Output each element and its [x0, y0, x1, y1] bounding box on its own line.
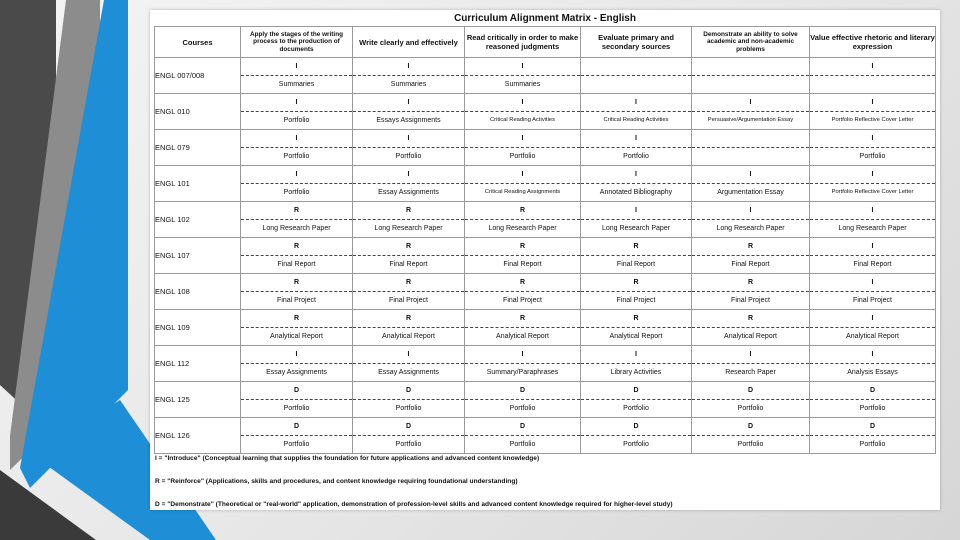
matrix-cell: [465, 94, 581, 130]
alignment-level: I: [692, 166, 809, 184]
alignment-level: I: [810, 130, 935, 148]
assessment-label: Summaries: [278, 81, 315, 88]
alignment-level: I: [465, 58, 580, 76]
matrix-cell: [581, 202, 692, 238]
assessment-label: Portfolio: [283, 441, 310, 448]
assessment-label: Long Research Paper: [488, 225, 557, 232]
alignment-level: R: [353, 202, 464, 220]
alignment-level: [692, 58, 809, 76]
course-code: ENGL 102: [155, 202, 241, 238]
alignment-level: I: [465, 130, 580, 148]
course-code: ENGL 107: [155, 238, 241, 274]
alignment-level: R: [241, 238, 352, 256]
assessment-label: Long Research Paper: [716, 225, 785, 232]
matrix-cell: [353, 418, 465, 454]
matrix-cell: [692, 94, 810, 130]
course-code: ENGL 112: [155, 346, 241, 382]
alignment-level: I: [353, 58, 464, 76]
alignment-level: D: [810, 382, 935, 400]
assessment-label: Annotated Bibliography: [599, 189, 673, 196]
assessment-label: Portfolio: [737, 441, 764, 448]
alignment-level: I: [241, 346, 352, 364]
course-code: ENGL 007/008: [155, 58, 241, 94]
assessment-label: Portfolio: [283, 153, 310, 160]
alignment-level: I: [465, 346, 580, 364]
assessment-label: Portfolio Reflective Cover Letter: [831, 117, 914, 123]
alignment-level: I: [353, 130, 464, 148]
alignment-level: R: [581, 238, 691, 256]
matrix-cell: [810, 346, 936, 382]
alignment-matrix: [154, 26, 936, 454]
alignment-level: I: [810, 346, 935, 364]
assessment-label: Essay Assignments: [378, 189, 439, 196]
matrix-cell: [692, 310, 810, 346]
assessment-label: [692, 76, 809, 93]
matrix-cell: [581, 382, 692, 418]
legend-demonstrate: D = "Demonstrate" (Theoretical or "real-world" application, demonstration of profession-level skills and advanced content knowledge required for higher-level study): [155, 501, 673, 508]
assessment-label: Analysis Essays: [847, 369, 898, 376]
assessment-label: Long Research Paper: [262, 225, 331, 232]
course-row: [155, 238, 936, 274]
matrix-cell: [353, 202, 465, 238]
matrix-cell: [465, 130, 581, 166]
assessment-label: Portfolio: [737, 405, 764, 412]
alignment-level: I: [353, 94, 464, 112]
alignment-level: I: [810, 58, 935, 76]
alignment-level: R: [692, 310, 809, 328]
matrix-cell: [692, 382, 810, 418]
alignment-level: D: [241, 418, 352, 436]
alignment-level: I: [581, 202, 691, 220]
matrix-cell: [581, 238, 692, 274]
alignment-level: I: [581, 130, 691, 148]
assessment-label: Analytical Report: [846, 333, 899, 340]
alignment-level: I: [581, 94, 691, 112]
assessment-label: Essay Assignments: [266, 369, 327, 376]
document-title: Curriculum Alignment Matrix - English: [454, 13, 636, 24]
matrix-cell: [465, 238, 581, 274]
matrix-cell: [692, 166, 810, 202]
assessment-label: Portfolio: [623, 441, 649, 448]
course-code: ENGL 010: [155, 94, 241, 130]
alignment-level: I: [241, 58, 352, 76]
matrix-cell: [810, 382, 936, 418]
alignment-level: I: [241, 94, 352, 112]
matrix-cell: [465, 346, 581, 382]
alignment-level: R: [692, 238, 809, 256]
matrix-cell: [581, 310, 692, 346]
alignment-level: D: [692, 418, 809, 436]
assessment-label: Analytical Report: [270, 333, 323, 340]
alignment-level: R: [465, 310, 580, 328]
course-row: [155, 166, 936, 202]
alignment-level: I: [241, 166, 352, 184]
assessment-label: Portfolio: [283, 405, 310, 412]
alignment-level: D: [465, 418, 580, 436]
assessment-label: Portfolio: [395, 153, 422, 160]
alignment-level: I: [810, 274, 935, 292]
courses-header: Courses: [155, 27, 241, 58]
assessment-label: Summaries: [504, 81, 541, 88]
matrix-cell: [810, 58, 936, 94]
assessment-label: Portfolio: [623, 405, 649, 412]
alignment-level: I: [810, 202, 935, 220]
assessment-label: Analytical Report: [724, 333, 777, 340]
matrix-cell: [810, 94, 936, 130]
matrix-cell: [581, 130, 692, 166]
matrix-cell: [241, 346, 353, 382]
alignment-level: R: [241, 310, 352, 328]
curriculum-document: [150, 10, 940, 510]
alignment-level: R: [465, 202, 580, 220]
matrix-cell: [241, 274, 353, 310]
alignment-level: D: [465, 382, 580, 400]
alignment-level: I: [241, 130, 352, 148]
alignment-level: I: [810, 94, 935, 112]
matrix-cell: [465, 310, 581, 346]
course-code: ENGL 079: [155, 130, 241, 166]
assessment-label: Portfolio Reflective Cover Letter: [831, 189, 914, 195]
assessment-label: Portfolio: [283, 189, 310, 196]
alignment-level: [692, 130, 809, 148]
assessment-label: Analytical Report: [382, 333, 435, 340]
assessment-label: Final Project: [731, 297, 770, 304]
course-code: ENGL 125: [155, 382, 241, 418]
assessment-label: Final Report: [389, 261, 428, 268]
matrix-cell: [692, 202, 810, 238]
matrix-cell: [465, 58, 581, 94]
matrix-cell: [241, 418, 353, 454]
matrix-cell: [692, 238, 810, 274]
course-code: ENGL 101: [155, 166, 241, 202]
matrix-cell: [581, 274, 692, 310]
matrix-cell: [465, 166, 581, 202]
matrix-cell: [465, 382, 581, 418]
assessment-label: Critical Reading Activities: [603, 117, 669, 123]
outcome-header: Apply the stages of the writing process to the production of documents: [241, 27, 353, 58]
matrix-cell: [353, 130, 465, 166]
matrix-cell: [810, 166, 936, 202]
alignment-level: I: [692, 202, 809, 220]
alignment-level: I: [353, 346, 464, 364]
outcome-header: Value effective rhetoric and literary expression: [810, 27, 936, 58]
assessment-label: Essays Assignments: [376, 117, 441, 124]
matrix-cell: [241, 310, 353, 346]
alignment-level: I: [692, 346, 809, 364]
assessment-label: Persuasive/Argumentation Essay: [707, 117, 794, 123]
course-code: ENGL 108: [155, 274, 241, 310]
assessment-label: [810, 76, 935, 93]
assessment-label: Analytical Report: [496, 333, 549, 340]
assessment-label: Portfolio: [395, 441, 422, 448]
assessment-label: Final Project: [503, 297, 542, 304]
alignment-level: I: [465, 166, 580, 184]
assessment-label: Final Project: [277, 297, 316, 304]
alignment-level: I: [581, 346, 691, 364]
outcome-header: Evaluate primary and secondary sources: [581, 27, 692, 58]
assessment-label: Research Paper: [725, 369, 776, 376]
alignment-level: R: [353, 238, 464, 256]
matrix-cell: [241, 238, 353, 274]
matrix-cell: [465, 418, 581, 454]
course-row: [155, 58, 936, 94]
alignment-level: R: [465, 238, 580, 256]
course-code: ENGL 109: [155, 310, 241, 346]
assessment-label: Library Activities: [610, 369, 662, 376]
assessment-label: Final Project: [853, 297, 892, 304]
assessment-label: Portfolio: [623, 153, 649, 160]
matrix-cell: [353, 94, 465, 130]
alignment-level: D: [353, 382, 464, 400]
course-row: [155, 346, 936, 382]
course-row: [155, 94, 936, 130]
alignment-level: D: [581, 382, 691, 400]
assessment-label: Essay Assignments: [378, 369, 439, 376]
alignment-level: D: [581, 418, 691, 436]
matrix-cell: [810, 418, 936, 454]
outcome-header: Demonstrate an ability to solve academic and non-academic problems: [692, 27, 810, 58]
matrix-cell: [241, 130, 353, 166]
assessment-label: Portfolio: [509, 153, 536, 160]
matrix-cell: [810, 274, 936, 310]
assessment-label: Final Report: [616, 261, 656, 268]
matrix-cell: [353, 346, 465, 382]
assessment-label: Portfolio: [509, 441, 536, 448]
alignment-level: R: [465, 274, 580, 292]
assessment-label: Final Report: [277, 261, 316, 268]
alignment-level: R: [353, 274, 464, 292]
course-code: ENGL 126: [155, 418, 241, 454]
legend-reinforce: R = "Reinforce" (Applications, skills and procedures, and content knowledge requiring foundational understanding): [155, 478, 518, 485]
matrix-cell: [353, 238, 465, 274]
alignment-level: R: [353, 310, 464, 328]
matrix-cell: [241, 94, 353, 130]
matrix-body: [155, 58, 936, 454]
course-row: [155, 418, 936, 454]
matrix-cell: [465, 202, 581, 238]
matrix-cell: [241, 58, 353, 94]
assessment-label: Portfolio: [859, 405, 886, 412]
assessment-label: Long Research Paper: [601, 225, 671, 232]
course-row: [155, 382, 936, 418]
assessment-label: Summary/Paraphrases: [486, 369, 559, 376]
matrix-cell: [353, 310, 465, 346]
assessment-label: Long Research Paper: [838, 225, 907, 232]
alignment-level: R: [581, 310, 691, 328]
course-row: [155, 202, 936, 238]
assessment-label: Critical Reading Activities: [489, 117, 556, 123]
matrix-cell: [353, 382, 465, 418]
matrix-cell: [241, 202, 353, 238]
course-row: [155, 130, 936, 166]
matrix-cell: [692, 58, 810, 94]
alignment-level: I: [810, 238, 935, 256]
alignment-level: D: [810, 418, 935, 436]
assessment-label: [581, 76, 691, 93]
legend: [155, 452, 935, 510]
matrix-cell: [692, 274, 810, 310]
matrix-cell: [581, 94, 692, 130]
matrix-cell: [692, 130, 810, 166]
assessment-label: Final Report: [503, 261, 542, 268]
matrix-cell: [353, 58, 465, 94]
assessment-label: Critical Reading Assignments: [484, 189, 561, 195]
assessment-label: Portfolio: [283, 117, 310, 124]
alignment-level: R: [581, 274, 691, 292]
alignment-level: R: [241, 202, 352, 220]
matrix-cell: [581, 166, 692, 202]
matrix-cell: [810, 130, 936, 166]
course-row: [155, 310, 936, 346]
alignment-level: [581, 58, 691, 76]
matrix-cell: [241, 166, 353, 202]
matrix-cell: [465, 274, 581, 310]
matrix-cell: [810, 310, 936, 346]
assessment-label: Portfolio: [395, 405, 422, 412]
outcome-header: Write clearly and effectively: [353, 27, 465, 58]
assessment-label: Argumentation Essay: [717, 189, 784, 196]
assessment-label: Portfolio: [859, 441, 886, 448]
assessment-label: Summaries: [390, 81, 427, 88]
alignment-level: I: [581, 166, 691, 184]
alignment-level: I: [353, 166, 464, 184]
matrix-cell: [353, 274, 465, 310]
matrix-cell: [241, 382, 353, 418]
alignment-level: I: [692, 94, 809, 112]
assessment-label: Portfolio: [859, 153, 886, 160]
matrix-cell: [581, 418, 692, 454]
alignment-level: I: [810, 310, 935, 328]
assessment-label: [692, 148, 809, 165]
assessment-label: Analytical Report: [609, 333, 663, 340]
matrix-cell: [810, 202, 936, 238]
matrix-cell: [692, 346, 810, 382]
alignment-level: D: [353, 418, 464, 436]
legend-introduce: I = "Introduce" (Conceptual learning that supplies the foundation for future applications and advanced content knowledge): [155, 455, 540, 462]
alignment-level: R: [692, 274, 809, 292]
course-row: [155, 274, 936, 310]
assessment-label: Final Report: [731, 261, 770, 268]
matrix-cell: [692, 418, 810, 454]
outcome-header: Read critically in order to make reasoned judgments: [465, 27, 581, 58]
matrix-cell: [810, 238, 936, 274]
assessment-label: Long Research Paper: [374, 225, 443, 232]
matrix-cell: [581, 346, 692, 382]
alignment-level: I: [810, 166, 935, 184]
header-row: [155, 27, 936, 58]
alignment-level: I: [465, 94, 580, 112]
assessment-label: Final Project: [616, 297, 656, 304]
assessment-label: Final Report: [853, 261, 892, 268]
alignment-level: D: [241, 382, 352, 400]
assessment-label: Portfolio: [509, 405, 536, 412]
matrix-cell: [581, 58, 692, 94]
assessment-label: Final Project: [389, 297, 428, 304]
alignment-level: D: [692, 382, 809, 400]
alignment-level: R: [241, 274, 352, 292]
matrix-cell: [353, 166, 465, 202]
